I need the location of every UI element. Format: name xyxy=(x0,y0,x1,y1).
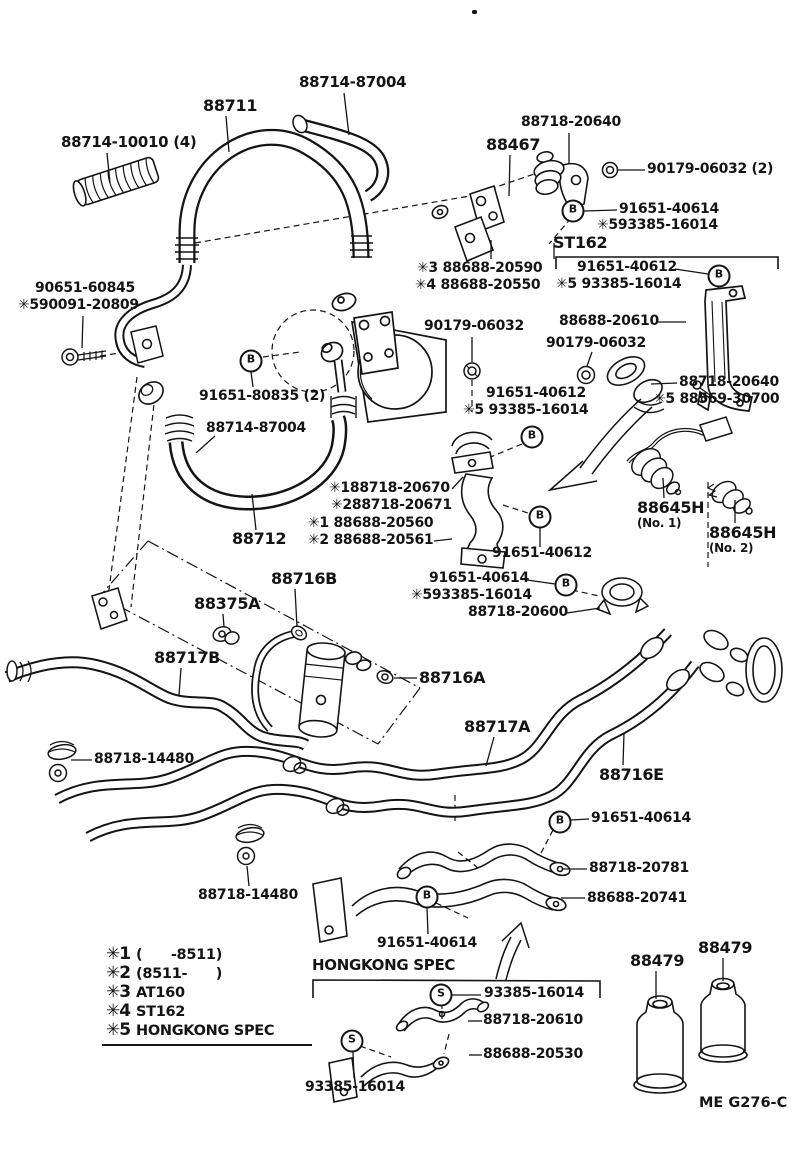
compressor xyxy=(318,290,446,422)
label-93385-16014-a: ✳593385-16014 xyxy=(597,217,718,233)
label-88645h-1: 88645H xyxy=(637,498,705,517)
label-91651-40612-a: 91651-40612 xyxy=(577,259,677,275)
label-88569-30700: ✳5 88569-30700 xyxy=(654,391,780,407)
label-88718-20781: 88718-20781 xyxy=(589,860,689,876)
compressor-port-clamp xyxy=(331,360,356,418)
label-88467: 88467 xyxy=(486,135,541,154)
label-93385-16014-c: ✳5 93385-16014 xyxy=(463,402,589,418)
label-88718-20610: 88718-20610 xyxy=(483,1012,583,1028)
label-93385-16014-f: 93385-16014 xyxy=(305,1079,405,1095)
bracket-88718-20670 xyxy=(452,432,493,473)
construction-dashed-lines xyxy=(100,172,719,1057)
legend-row-4 xyxy=(106,1001,312,1020)
label-91651-40614-d: 91651-40614 xyxy=(377,935,477,951)
scan-artifact xyxy=(472,10,477,14)
bracket-88467 xyxy=(430,186,504,261)
legend-text-4: ST162 xyxy=(136,1004,186,1020)
corrugated-stud-88714-10010 xyxy=(71,156,160,207)
label-91651-40612-c: 91651-40612 xyxy=(492,545,592,561)
label-st162-heading: ST162 xyxy=(553,233,608,252)
callout-bolt-B-6: B xyxy=(555,574,578,597)
diagram-code: ME G276-C xyxy=(699,1095,788,1111)
legend-mark-2: ✳2 xyxy=(106,963,131,983)
label-90091-20809: ✳590091-20809 xyxy=(18,297,139,313)
label-90179-06032-qty2: 90179-06032 (2) xyxy=(647,161,774,177)
label-90179-06032-mid: 90179-06032 xyxy=(546,335,646,351)
clamp-88718-20781 xyxy=(395,844,571,881)
firewall-fittings xyxy=(637,627,782,702)
callout-bolt-B-4: B xyxy=(521,426,544,449)
legend-row-3 xyxy=(106,982,312,1001)
clamp-88718-20600 xyxy=(597,578,648,614)
label-91651-80835: 91651-80835 (2) xyxy=(199,388,326,404)
legend-mark-3: ✳3 xyxy=(106,982,131,1002)
clamp-88375a xyxy=(211,624,240,646)
callout-bolt-B-7: B xyxy=(549,811,572,834)
label-91651-40614-a: 91651-40614 xyxy=(619,201,719,217)
clamp-88688-20741 xyxy=(313,878,567,942)
nut-90179-06032-top xyxy=(603,163,618,178)
legend-mark-1: ✳1 xyxy=(106,944,131,964)
label-90651-60845: 90651-60845 xyxy=(35,280,135,296)
callout-bolt-B-3: B xyxy=(240,350,263,373)
label-88717b: 88717B xyxy=(154,648,221,667)
label-88714-87004-upper: 88714-87004 xyxy=(299,73,407,91)
label-88711: 88711 xyxy=(203,96,258,115)
clamp-88718-14480-a xyxy=(47,742,77,782)
label-88645h-2: 88645H xyxy=(709,523,777,542)
legend-row-5 xyxy=(106,1020,312,1039)
nut-90179-06032-left xyxy=(464,363,480,379)
legend-rows xyxy=(106,944,312,1039)
label-88688-20741: 88688-20741 xyxy=(587,890,687,906)
label-88375a: 88375A xyxy=(194,594,261,613)
legend-row-2 xyxy=(106,963,312,982)
callout-screw-S-2: S xyxy=(341,1030,364,1053)
legend-row-1 xyxy=(106,944,312,963)
label-88718-20671: ✳288718-20671 xyxy=(331,497,452,513)
label-88718-20640-top: 88718-20640 xyxy=(521,114,621,130)
label-90179-06032-left: 90179-06032 xyxy=(424,318,524,334)
label-88714-87004-lower: 88714-87004 xyxy=(206,420,306,436)
label-88718-14480-b: 88718-14480 xyxy=(198,887,298,903)
bottle-88479-right xyxy=(699,979,747,1063)
legend-mark-4: ✳4 xyxy=(106,1001,131,1021)
legend-text-1: ( -8511) xyxy=(136,947,223,963)
callout-bolt-B-2: B xyxy=(708,265,731,288)
label-88712: 88712 xyxy=(232,529,287,548)
label-91651-40614-c: 91651-40614 xyxy=(591,810,691,826)
label-88645h-2-no: (No. 2) xyxy=(709,541,754,555)
label-93385-16014-e: 93385-16014 xyxy=(484,985,584,1001)
switch-88645h-no1 xyxy=(627,417,732,496)
label-88716e: 88716E xyxy=(599,765,664,784)
label-91651-40614-b: 91651-40614 xyxy=(429,570,529,586)
label-93385-16014-d: ✳593385-16014 xyxy=(411,587,532,603)
callout-screw-S-1: S xyxy=(430,984,453,1007)
pipe-88717b xyxy=(7,661,306,745)
label-88718-14480-a: 88718-14480 xyxy=(94,751,194,767)
label-88718-20670: ✳188718-20670 xyxy=(329,480,450,496)
label-88688-20590: ✳3 88688-20590 xyxy=(417,260,543,276)
label-88716a: 88716A xyxy=(419,668,486,687)
ferrule-88716a xyxy=(375,669,394,686)
label-hongkong-spec-heading: HONGKONG SPEC xyxy=(312,956,456,974)
legend-mark-5: ✳5 xyxy=(106,1020,131,1040)
callout-bolt-B-5: B xyxy=(529,506,552,529)
label-88718-20600: 88718-20600 xyxy=(468,604,568,620)
callout-bolt-B-8: B xyxy=(416,886,439,909)
clamp-88718-14480-b xyxy=(235,825,265,865)
bottle-88479-left xyxy=(634,996,686,1093)
legend-text-5: HONGKONG SPEC xyxy=(136,1023,275,1039)
label-88718-20640-right: 88718-20640 xyxy=(679,374,779,390)
label-91651-40612-b: 91651-40612 xyxy=(486,385,586,401)
label-93385-16014-b: ✳5 93385-16014 xyxy=(556,276,682,292)
legend-text-2: (8511- ) xyxy=(136,966,223,982)
callout-bolt-B-1: B xyxy=(562,200,585,223)
label-88479-right: 88479 xyxy=(698,938,753,957)
flow-arrow-hongkong xyxy=(496,923,529,980)
label-88479-left: 88479 xyxy=(630,951,685,970)
label-88645h-1-no: (No. 1) xyxy=(637,516,682,530)
condenser-mount-bracket xyxy=(92,588,127,629)
label-88688-20550: ✳4 88688-20550 xyxy=(415,277,541,293)
label-88688-20561: ✳2 88688-20561 xyxy=(308,532,434,548)
label-88716b: 88716B xyxy=(271,569,338,588)
washer-90179-06032-mid xyxy=(578,367,595,384)
spec-legend xyxy=(102,942,312,1046)
label-88688-20610: 88688-20610 xyxy=(559,313,659,329)
valve-88718-20640-top xyxy=(532,150,588,208)
label-88714-10010: 88714-10010 (4) xyxy=(61,133,197,151)
switch-88645h-no2 xyxy=(708,477,753,516)
label-88717a: 88717A xyxy=(464,717,531,736)
hose-88711 xyxy=(175,137,373,263)
label-88688-20530: 88688-20530 xyxy=(483,1046,583,1062)
legend-text-3: AT160 xyxy=(136,985,185,1001)
label-88688-20560: ✳1 88688-20560 xyxy=(308,515,434,531)
bolt-90651-60845 xyxy=(62,326,163,365)
